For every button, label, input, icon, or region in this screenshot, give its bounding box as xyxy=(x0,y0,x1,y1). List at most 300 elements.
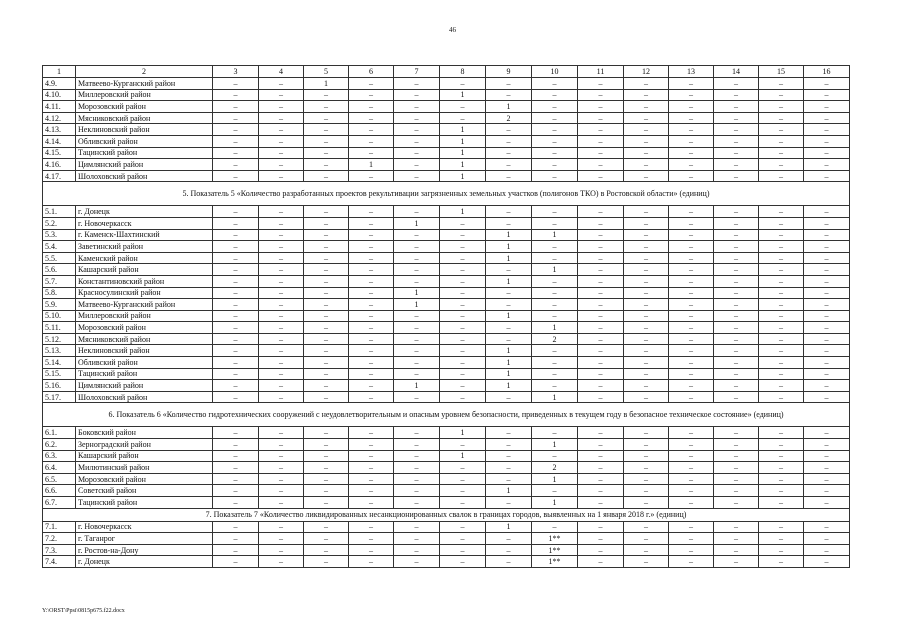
value-cell: – xyxy=(578,287,624,299)
value-cell: – xyxy=(669,147,714,159)
value-cell: – xyxy=(714,124,759,136)
district-name: Зерноградский район xyxy=(76,439,213,451)
value-cell: – xyxy=(669,124,714,136)
district-name: г. Ростов-на-Дону xyxy=(76,544,213,556)
value-cell: – xyxy=(440,310,486,322)
value-cell: – xyxy=(804,357,850,369)
value-cell: – xyxy=(759,357,804,369)
value-cell: – xyxy=(304,450,349,462)
value-cell: – xyxy=(669,485,714,497)
section-title: 7. Показатель 7 «Количество ликвидированных несанкционированных свалок в границах городов, выявленных на 1 января 2018 г.» (единиц) xyxy=(43,508,850,521)
column-header: 3 xyxy=(213,66,259,78)
value-cell: – xyxy=(624,473,669,485)
value-cell: – xyxy=(804,368,850,380)
value-cell: – xyxy=(669,497,714,509)
value-cell: – xyxy=(804,159,850,171)
district-name: Мясниковский район xyxy=(76,333,213,345)
value-cell: – xyxy=(304,124,349,136)
value-cell: – xyxy=(440,333,486,345)
table-row xyxy=(43,89,850,101)
value-cell: – xyxy=(624,533,669,545)
value-cell: – xyxy=(213,310,259,322)
value-cell: – xyxy=(440,485,486,497)
value-cell: – xyxy=(624,427,669,439)
value-cell: – xyxy=(624,89,669,101)
table-row xyxy=(43,450,850,462)
row-number: 7.3. xyxy=(43,544,76,556)
column-header: 12 xyxy=(624,66,669,78)
value-cell: – xyxy=(804,450,850,462)
value-cell: – xyxy=(759,521,804,533)
value-cell: – xyxy=(714,450,759,462)
value-cell: – xyxy=(486,299,532,311)
value-cell: – xyxy=(440,112,486,124)
table-row xyxy=(43,439,850,451)
value-cell: – xyxy=(578,170,624,182)
value-cell: – xyxy=(714,299,759,311)
row-number: 4.17. xyxy=(43,170,76,182)
value-cell: – xyxy=(624,380,669,392)
value-cell: 1 xyxy=(486,101,532,113)
row-number: 4.13. xyxy=(43,124,76,136)
value-cell: – xyxy=(759,241,804,253)
value-cell: – xyxy=(669,287,714,299)
value-cell: – xyxy=(394,368,440,380)
value-cell: – xyxy=(714,427,759,439)
row-number: 6.1. xyxy=(43,427,76,439)
value-cell: – xyxy=(304,275,349,287)
value-cell: – xyxy=(486,89,532,101)
value-cell: – xyxy=(349,135,394,147)
value-cell: – xyxy=(624,357,669,369)
value-cell: – xyxy=(304,217,349,229)
value-cell: – xyxy=(304,391,349,403)
value-cell: – xyxy=(804,124,850,136)
value-cell: – xyxy=(532,299,578,311)
value-cell: – xyxy=(578,78,624,90)
value-cell: – xyxy=(578,427,624,439)
value-cell: – xyxy=(532,159,578,171)
value-cell: – xyxy=(532,368,578,380)
value-cell: – xyxy=(714,497,759,509)
value-cell: – xyxy=(578,217,624,229)
value-cell: – xyxy=(669,252,714,264)
value-cell: – xyxy=(349,368,394,380)
value-cell: – xyxy=(714,391,759,403)
value-cell: – xyxy=(349,89,394,101)
district-name: Боковский район xyxy=(76,427,213,439)
value-cell: – xyxy=(304,147,349,159)
value-cell: – xyxy=(578,299,624,311)
value-cell: 1 xyxy=(532,391,578,403)
value-cell: – xyxy=(532,170,578,182)
value-cell: 1** xyxy=(532,544,578,556)
value-cell: – xyxy=(624,497,669,509)
value-cell: 1 xyxy=(532,497,578,509)
value-cell: – xyxy=(714,310,759,322)
row-number: 5.4. xyxy=(43,241,76,253)
value-cell: 1** xyxy=(532,556,578,568)
value-cell: – xyxy=(669,345,714,357)
district-name: г. Новочеркасск xyxy=(76,521,213,533)
value-cell: – xyxy=(578,333,624,345)
value-cell: – xyxy=(304,497,349,509)
value-cell: – xyxy=(486,473,532,485)
value-cell: – xyxy=(394,78,440,90)
row-number: 4.12. xyxy=(43,112,76,124)
value-cell: 1 xyxy=(486,275,532,287)
value-cell: – xyxy=(486,170,532,182)
value-cell: – xyxy=(804,264,850,276)
value-cell: – xyxy=(759,345,804,357)
value-cell: – xyxy=(349,380,394,392)
value-cell: – xyxy=(714,333,759,345)
value-cell: – xyxy=(213,322,259,334)
value-cell: – xyxy=(213,521,259,533)
district-name: Тацинский район xyxy=(76,497,213,509)
value-cell: – xyxy=(213,159,259,171)
value-cell: 1 xyxy=(394,380,440,392)
table-row xyxy=(43,544,850,556)
column-header: 5 xyxy=(304,66,349,78)
row-number: 5.7. xyxy=(43,275,76,287)
value-cell: – xyxy=(578,357,624,369)
value-cell: – xyxy=(259,450,304,462)
value-cell: – xyxy=(624,229,669,241)
value-cell: – xyxy=(349,439,394,451)
value-cell: – xyxy=(532,310,578,322)
value-cell: – xyxy=(532,135,578,147)
value-cell: – xyxy=(624,252,669,264)
row-number: 5.16. xyxy=(43,380,76,392)
value-cell: – xyxy=(304,112,349,124)
value-cell: – xyxy=(669,462,714,474)
value-cell: – xyxy=(349,241,394,253)
value-cell: – xyxy=(714,78,759,90)
value-cell: – xyxy=(349,112,394,124)
value-cell: – xyxy=(304,310,349,322)
value-cell: – xyxy=(304,521,349,533)
district-name: Константиновский район xyxy=(76,275,213,287)
row-number: 5.10. xyxy=(43,310,76,322)
value-cell: – xyxy=(213,333,259,345)
value-cell: – xyxy=(304,252,349,264)
value-cell: – xyxy=(304,322,349,334)
value-cell: – xyxy=(669,78,714,90)
value-cell: – xyxy=(213,357,259,369)
table-row xyxy=(43,391,850,403)
value-cell: – xyxy=(213,380,259,392)
value-cell: – xyxy=(759,78,804,90)
value-cell: – xyxy=(440,391,486,403)
table-row xyxy=(43,252,850,264)
row-number: 4.15. xyxy=(43,147,76,159)
value-cell: – xyxy=(578,124,624,136)
value-cell: – xyxy=(624,462,669,474)
value-cell: – xyxy=(578,322,624,334)
value-cell: – xyxy=(624,544,669,556)
value-cell: – xyxy=(213,439,259,451)
value-cell: – xyxy=(759,322,804,334)
table-row xyxy=(43,170,850,182)
value-cell: – xyxy=(714,521,759,533)
value-cell: – xyxy=(349,170,394,182)
value-cell: 1 xyxy=(440,124,486,136)
value-cell: – xyxy=(578,462,624,474)
value-cell: – xyxy=(714,264,759,276)
value-cell: 1 xyxy=(486,229,532,241)
value-cell: – xyxy=(213,264,259,276)
value-cell: – xyxy=(440,299,486,311)
value-cell: – xyxy=(759,485,804,497)
column-header: 1 xyxy=(43,66,76,78)
value-cell: – xyxy=(578,497,624,509)
value-cell: – xyxy=(624,275,669,287)
table-row xyxy=(43,380,850,392)
row-number: 5.5. xyxy=(43,252,76,264)
district-name: Шолоховский район xyxy=(76,391,213,403)
value-cell: – xyxy=(624,264,669,276)
value-cell: – xyxy=(349,310,394,322)
value-cell: – xyxy=(440,345,486,357)
value-cell: – xyxy=(486,78,532,90)
value-cell: – xyxy=(669,450,714,462)
value-cell: – xyxy=(669,206,714,218)
row-number: 6.3. xyxy=(43,450,76,462)
value-cell: – xyxy=(486,391,532,403)
value-cell: – xyxy=(669,322,714,334)
row-number: 6.5. xyxy=(43,473,76,485)
value-cell: – xyxy=(804,485,850,497)
table-row xyxy=(43,310,850,322)
row-number: 6.6. xyxy=(43,485,76,497)
row-number: 5.12. xyxy=(43,333,76,345)
value-cell: – xyxy=(669,275,714,287)
table-row xyxy=(43,275,850,287)
value-cell: – xyxy=(804,206,850,218)
value-cell: – xyxy=(259,333,304,345)
value-cell: – xyxy=(213,89,259,101)
value-cell: – xyxy=(259,287,304,299)
row-number: 5.13. xyxy=(43,345,76,357)
district-name: Миллеровский район xyxy=(76,310,213,322)
value-cell: – xyxy=(440,241,486,253)
value-cell: – xyxy=(486,264,532,276)
value-cell: – xyxy=(759,391,804,403)
value-cell: – xyxy=(804,217,850,229)
value-cell: – xyxy=(486,147,532,159)
table-row xyxy=(43,287,850,299)
value-cell: – xyxy=(213,135,259,147)
row-number: 6.7. xyxy=(43,497,76,509)
indicator-table xyxy=(42,65,850,568)
value-cell: – xyxy=(394,89,440,101)
value-cell: – xyxy=(624,391,669,403)
value-cell: 2 xyxy=(532,462,578,474)
value-cell: 1 xyxy=(440,147,486,159)
value-cell: – xyxy=(440,78,486,90)
value-cell: – xyxy=(759,170,804,182)
value-cell: – xyxy=(759,427,804,439)
value-cell: – xyxy=(578,159,624,171)
value-cell: – xyxy=(804,241,850,253)
value-cell: – xyxy=(349,521,394,533)
value-cell: – xyxy=(213,217,259,229)
value-cell: – xyxy=(624,485,669,497)
table-row xyxy=(43,124,850,136)
value-cell: – xyxy=(804,147,850,159)
value-cell: – xyxy=(440,264,486,276)
value-cell: – xyxy=(669,556,714,568)
table-row xyxy=(43,299,850,311)
value-cell: – xyxy=(578,89,624,101)
value-cell: 1 xyxy=(486,368,532,380)
value-cell: – xyxy=(394,533,440,545)
district-name: Неклиновский район xyxy=(76,124,213,136)
value-cell: 1** xyxy=(532,533,578,545)
value-cell: – xyxy=(804,229,850,241)
value-cell: – xyxy=(304,206,349,218)
row-number: 5.2. xyxy=(43,217,76,229)
value-cell: – xyxy=(259,310,304,322)
value-cell: – xyxy=(804,497,850,509)
value-cell: – xyxy=(578,345,624,357)
value-cell: – xyxy=(804,170,850,182)
value-cell: – xyxy=(714,206,759,218)
table-row xyxy=(43,462,850,474)
value-cell: – xyxy=(669,380,714,392)
value-cell: – xyxy=(349,217,394,229)
value-cell: – xyxy=(804,556,850,568)
column-header: 6 xyxy=(349,66,394,78)
value-cell: – xyxy=(714,287,759,299)
row-number: 5.1. xyxy=(43,206,76,218)
value-cell: – xyxy=(578,252,624,264)
value-cell: – xyxy=(213,101,259,113)
table-row xyxy=(43,78,850,90)
district-name: Кашарский район xyxy=(76,450,213,462)
value-cell: 1 xyxy=(440,206,486,218)
value-cell: – xyxy=(304,357,349,369)
value-cell: – xyxy=(759,229,804,241)
value-cell: – xyxy=(349,229,394,241)
value-cell: – xyxy=(304,135,349,147)
value-cell: – xyxy=(804,89,850,101)
value-cell: 1 xyxy=(532,264,578,276)
value-cell: – xyxy=(759,533,804,545)
district-name: г. Таганрог xyxy=(76,533,213,545)
value-cell: – xyxy=(578,533,624,545)
district-name: Кашарский район xyxy=(76,264,213,276)
value-cell: 1 xyxy=(486,345,532,357)
table-row xyxy=(43,345,850,357)
value-cell: – xyxy=(669,135,714,147)
value-cell: – xyxy=(759,556,804,568)
value-cell: – xyxy=(532,521,578,533)
value-cell: – xyxy=(578,544,624,556)
table-row xyxy=(43,497,850,509)
value-cell: – xyxy=(624,170,669,182)
district-name: Красносулинский район xyxy=(76,287,213,299)
value-cell: – xyxy=(532,450,578,462)
row-number: 6.2. xyxy=(43,439,76,451)
value-cell: – xyxy=(394,101,440,113)
value-cell: – xyxy=(349,497,394,509)
value-cell: – xyxy=(349,78,394,90)
value-cell: – xyxy=(213,206,259,218)
value-cell: – xyxy=(759,252,804,264)
table-row xyxy=(43,485,850,497)
value-cell: – xyxy=(259,427,304,439)
row-number: 5.9. xyxy=(43,299,76,311)
value-cell: 1 xyxy=(486,241,532,253)
table-row xyxy=(43,135,850,147)
value-cell: – xyxy=(578,473,624,485)
value-cell: – xyxy=(259,439,304,451)
value-cell: – xyxy=(304,159,349,171)
value-cell: – xyxy=(304,380,349,392)
value-cell: – xyxy=(304,439,349,451)
row-number: 5.17. xyxy=(43,391,76,403)
value-cell: – xyxy=(259,322,304,334)
file-path-footer: Y:\ORST\Ppsi\0815p675.f22.docx xyxy=(42,608,125,614)
row-number: 4.14. xyxy=(43,135,76,147)
district-name: Обливский район xyxy=(76,357,213,369)
column-header: 11 xyxy=(578,66,624,78)
value-cell: – xyxy=(213,556,259,568)
district-name: Матвеево-Курганский район xyxy=(76,299,213,311)
column-header: 9 xyxy=(486,66,532,78)
value-cell: – xyxy=(669,241,714,253)
value-cell: – xyxy=(259,275,304,287)
value-cell: – xyxy=(804,310,850,322)
value-cell: – xyxy=(304,333,349,345)
value-cell: – xyxy=(532,124,578,136)
value-cell: – xyxy=(714,252,759,264)
value-cell: – xyxy=(532,252,578,264)
column-header: 15 xyxy=(759,66,804,78)
value-cell: – xyxy=(624,287,669,299)
value-cell: – xyxy=(259,89,304,101)
value-cell: – xyxy=(304,101,349,113)
value-cell: – xyxy=(804,322,850,334)
value-cell: – xyxy=(349,264,394,276)
value-cell: – xyxy=(804,544,850,556)
value-cell: – xyxy=(394,497,440,509)
value-cell: – xyxy=(624,322,669,334)
value-cell: – xyxy=(259,521,304,533)
value-cell: – xyxy=(578,241,624,253)
value-cell: – xyxy=(714,439,759,451)
value-cell: – xyxy=(259,147,304,159)
value-cell: 1 xyxy=(440,89,486,101)
value-cell: – xyxy=(624,112,669,124)
value-cell: – xyxy=(213,147,259,159)
value-cell: – xyxy=(259,368,304,380)
value-cell: – xyxy=(714,345,759,357)
value-cell: – xyxy=(759,333,804,345)
value-cell: – xyxy=(759,299,804,311)
table-row xyxy=(43,264,850,276)
value-cell: – xyxy=(440,462,486,474)
value-cell: – xyxy=(213,391,259,403)
value-cell: – xyxy=(440,217,486,229)
district-name: г. Каменск-Шахтинский xyxy=(76,229,213,241)
value-cell: 1 xyxy=(532,473,578,485)
value-cell: – xyxy=(804,521,850,533)
table-row xyxy=(43,112,850,124)
value-cell: 1 xyxy=(486,521,532,533)
